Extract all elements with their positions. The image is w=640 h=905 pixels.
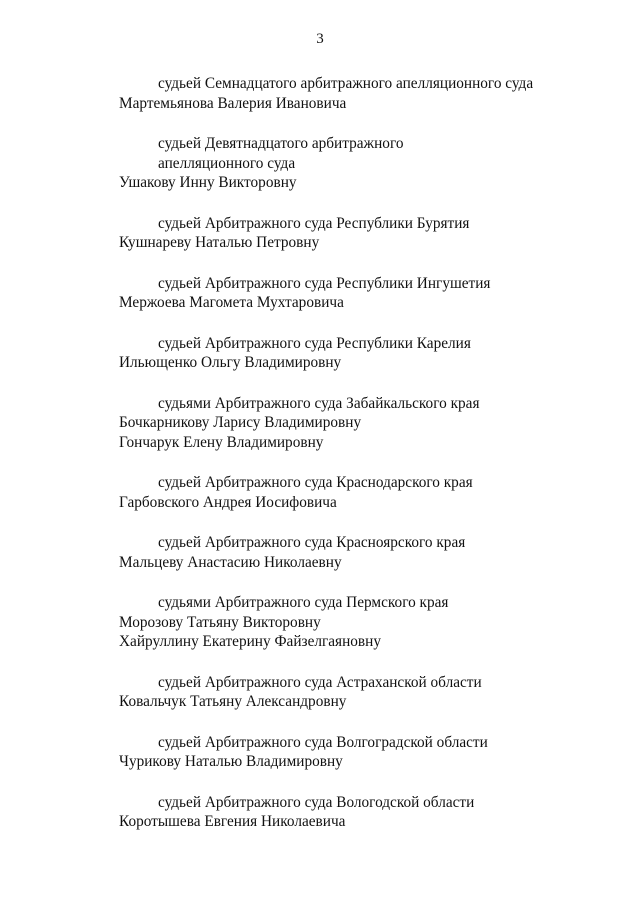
appointment-entry	[119, 473, 619, 512]
court-line: судьей Семнадцатого арбитражного апелляционного суда	[158, 75, 534, 92]
judge-name: Мержоева Магомета Мухтаровича	[119, 294, 344, 311]
page-number: 3	[316, 31, 324, 47]
appointment-entry	[119, 793, 619, 832]
appointment-entry	[119, 74, 619, 113]
appointment-list	[119, 74, 619, 853]
judge-name: Мартемьянова Валерия Ивановича	[119, 94, 347, 112]
court-line: судьей Арбитражного суда Республики Бурятия	[158, 214, 470, 232]
court-line: судьей Арбитражного суда Вологодской области	[158, 793, 475, 811]
court-line: судьей Арбитражного суда Краснодарского края	[158, 474, 473, 491]
court-line: судьей Арбитражного суда Астраханской области	[158, 673, 482, 691]
appointment-entry	[119, 134, 619, 193]
appointment-entry	[119, 214, 619, 253]
appointment-entry	[119, 394, 619, 453]
appointment-entry	[119, 733, 619, 772]
appointment-entry	[119, 673, 619, 712]
court-line: судьей Арбитражного суда Красноярского края	[158, 534, 466, 551]
court-line: судьей Арбитражного суда Республики Карелия	[158, 334, 471, 352]
appointment-entry	[119, 334, 619, 373]
judge-name: Чурикову Наталью Владимировну	[119, 753, 343, 770]
court-line: апелляционного суда	[158, 154, 296, 172]
judge-name: Коротышева Евгения Николаевича	[119, 813, 346, 830]
appointment-entry	[119, 533, 619, 572]
judge-name: Кушнареву Наталью Петровну	[119, 234, 320, 251]
court-line: судьей Арбитражного суда Республики Ингушетия	[158, 274, 491, 292]
judge-name: Ковальчук Татьяну Александровну	[119, 693, 347, 710]
judge-name: Хайруллину Екатерину Файзелгаяновну	[119, 633, 381, 650]
appointment-entry	[119, 593, 619, 652]
judge-name: Бочкарникову Ларису Владимировну	[119, 414, 362, 431]
judge-name: Мальцеву Анастасию Николаевну	[119, 553, 342, 571]
judge-name: Гончарук Елену Владимировну	[119, 433, 324, 451]
court-line: судьями Арбитражного суда Пермского края	[158, 594, 449, 611]
court-line: судьей Девятнадцатого арбитражного	[158, 135, 404, 152]
court-line: судьей Арбитражного суда Волгоградской области	[158, 733, 488, 751]
appointment-entry	[119, 274, 619, 313]
judge-name: Ильющенко Ольгу Владимировну	[119, 354, 342, 371]
court-line: судьями Арбитражного суда Забайкальского края	[158, 394, 480, 412]
judge-name: Морозову Татьяну Викторовну	[119, 613, 321, 631]
judge-name: Гарбовского Андрея Иосифовича	[119, 493, 337, 511]
judge-name: Ушакову Инну Викторовну	[119, 174, 297, 191]
